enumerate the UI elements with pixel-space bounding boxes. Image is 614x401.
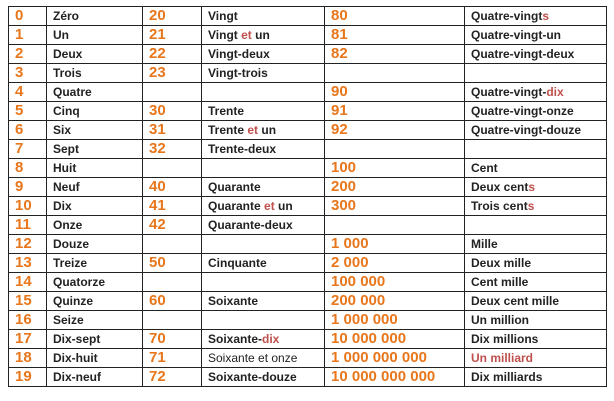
word-segment: et <box>264 199 275 213</box>
number-cell: 6 <box>9 121 47 140</box>
table-row <box>9 45 607 64</box>
word-segment: Vingt-deux <box>208 47 270 61</box>
word-cell <box>202 121 325 140</box>
table-row <box>9 292 607 311</box>
word-segment: Trente-deux <box>208 142 277 156</box>
word-segment: Trente <box>208 104 245 118</box>
word-segment: Quatre-vingt-un <box>471 28 561 42</box>
word-cell <box>202 159 325 178</box>
number-cell: 90 <box>325 83 465 102</box>
table-body <box>9 7 607 387</box>
word-cell <box>465 7 607 26</box>
word-segment: Quatre-vingt-douze <box>471 123 581 137</box>
table-row <box>9 83 607 102</box>
number-cell: 5 <box>9 102 47 121</box>
number-cell: 30 <box>143 102 202 121</box>
word-segment: Quarante <box>208 199 265 213</box>
word-cell <box>202 26 325 45</box>
number-cell: 91 <box>325 102 465 121</box>
word-cell <box>465 197 607 216</box>
word-cell: Onze <box>47 216 143 235</box>
number-cell: 60 <box>143 292 202 311</box>
word-segment: un <box>274 199 293 213</box>
word-cell: Dix-sept <box>47 330 143 349</box>
number-cell: 14 <box>9 273 47 292</box>
word-segment: Soixante- <box>208 332 263 346</box>
word-cell <box>465 64 607 83</box>
number-cell: 8 <box>9 159 47 178</box>
word-segment: Quatre-vingt <box>471 9 543 23</box>
word-cell <box>202 273 325 292</box>
word-cell: Zéro <box>47 7 143 26</box>
table-row <box>9 235 607 254</box>
table-row <box>9 159 607 178</box>
word-segment: Deux cent <box>471 180 529 194</box>
number-cell: 22 <box>143 45 202 64</box>
word-cell <box>202 140 325 159</box>
word-segment: Vingt-trois <box>208 66 268 80</box>
word-cell: Dix-huit <box>47 349 143 368</box>
number-cell: 19 <box>9 368 47 387</box>
number-cell: 300 <box>325 197 465 216</box>
word-segment: Trois cent <box>471 199 528 213</box>
table-row <box>9 121 607 140</box>
number-cell: 71 <box>143 349 202 368</box>
number-cell: 92 <box>325 121 465 140</box>
number-cell: 11 <box>9 216 47 235</box>
word-cell: Quinze <box>47 292 143 311</box>
number-cell <box>325 216 465 235</box>
word-cell <box>202 311 325 330</box>
word-segment: s <box>542 9 550 23</box>
word-cell: Sept <box>47 140 143 159</box>
table-row <box>9 64 607 83</box>
word-segment: Quarante <box>208 180 261 194</box>
word-cell <box>465 330 607 349</box>
number-cell: 10 000 000 <box>325 330 465 349</box>
word-cell <box>202 45 325 64</box>
word-segment: Soixante et onze <box>208 351 298 365</box>
number-cell: 2 <box>9 45 47 64</box>
number-cell: 1 000 <box>325 235 465 254</box>
number-cell: 1 000 000 000 <box>325 349 465 368</box>
word-cell <box>465 292 607 311</box>
table-row <box>9 7 607 26</box>
table-row <box>9 178 607 197</box>
word-segment: Cent <box>471 161 498 175</box>
number-cell: 41 <box>143 197 202 216</box>
word-segment: Dix milliards <box>471 370 543 384</box>
number-cell: 72 <box>143 368 202 387</box>
word-cell: Quatorze <box>47 273 143 292</box>
number-cell: 7 <box>9 140 47 159</box>
number-cell: 12 <box>9 235 47 254</box>
table-row <box>9 197 607 216</box>
word-cell <box>465 121 607 140</box>
number-cell: 100 000 <box>325 273 465 292</box>
word-cell: Dix <box>47 197 143 216</box>
word-segment: et <box>247 123 259 137</box>
number-cell: 1 000 000 <box>325 311 465 330</box>
word-cell: Six <box>47 121 143 140</box>
number-cell: 3 <box>9 64 47 83</box>
number-cell: 40 <box>143 178 202 197</box>
word-cell <box>465 311 607 330</box>
word-cell <box>202 330 325 349</box>
word-cell <box>202 235 325 254</box>
table-row <box>9 273 607 292</box>
word-cell: Huit <box>47 159 143 178</box>
word-segment: Vingt <box>208 9 238 23</box>
number-cell: 82 <box>325 45 465 64</box>
word-cell <box>202 368 325 387</box>
number-cell: 200 <box>325 178 465 197</box>
word-cell <box>465 45 607 64</box>
number-cell: 18 <box>9 349 47 368</box>
word-cell: Neuf <box>47 178 143 197</box>
table-row <box>9 140 607 159</box>
word-segment: Quatre-vingt- <box>471 85 547 99</box>
number-cell <box>143 311 202 330</box>
word-cell <box>202 292 325 311</box>
word-cell <box>465 349 607 368</box>
table-row <box>9 26 607 45</box>
number-cell: 0 <box>9 7 47 26</box>
number-cell <box>143 159 202 178</box>
word-segment: Soixante-douze <box>208 370 297 384</box>
word-cell <box>465 102 607 121</box>
number-cell: 23 <box>143 64 202 83</box>
table-row <box>9 254 607 273</box>
word-segment: Vingt <box>208 28 242 42</box>
word-cell: Trois <box>47 64 143 83</box>
word-segment: Deux mille <box>471 256 532 270</box>
table-row <box>9 216 607 235</box>
table-row <box>9 311 607 330</box>
number-cell <box>325 140 465 159</box>
word-segment: Quatre-vingt-onze <box>471 104 574 118</box>
word-cell <box>202 254 325 273</box>
word-segment: Cinquante <box>208 256 267 270</box>
word-segment: Deux cent mille <box>471 294 560 308</box>
number-cell: 31 <box>143 121 202 140</box>
word-cell <box>465 235 607 254</box>
word-segment: Un million <box>471 313 529 327</box>
word-cell <box>465 159 607 178</box>
number-cell <box>325 64 465 83</box>
word-segment: Trente <box>208 123 248 137</box>
word-segment: s <box>528 180 536 194</box>
number-cell: 80 <box>325 7 465 26</box>
word-cell: Seize <box>47 311 143 330</box>
table-row <box>9 102 607 121</box>
number-cell <box>143 273 202 292</box>
word-cell: Treize <box>47 254 143 273</box>
word-cell <box>465 26 607 45</box>
number-cell: 17 <box>9 330 47 349</box>
word-cell <box>465 273 607 292</box>
word-cell <box>202 216 325 235</box>
number-cell: 13 <box>9 254 47 273</box>
number-cell: 21 <box>143 26 202 45</box>
word-cell <box>202 349 325 368</box>
word-segment: Mille <box>471 237 498 251</box>
word-segment: et <box>241 28 252 42</box>
number-cell: 4 <box>9 83 47 102</box>
word-segment: dix <box>546 85 564 99</box>
word-cell <box>465 254 607 273</box>
word-segment: Cent mille <box>471 275 529 289</box>
french-numbers-table <box>8 6 607 387</box>
word-segment: un <box>251 28 270 42</box>
number-cell: 9 <box>9 178 47 197</box>
word-segment: Un milliard <box>471 351 534 365</box>
word-segment: dix <box>262 332 280 346</box>
number-cell: 81 <box>325 26 465 45</box>
word-cell: Douze <box>47 235 143 254</box>
number-cell: 42 <box>143 216 202 235</box>
table-row <box>9 368 607 387</box>
word-cell <box>202 83 325 102</box>
number-cell: 70 <box>143 330 202 349</box>
word-cell <box>202 7 325 26</box>
number-cell: 50 <box>143 254 202 273</box>
number-cell: 200 000 <box>325 292 465 311</box>
word-cell <box>465 83 607 102</box>
number-cell: 16 <box>9 311 47 330</box>
table-row <box>9 349 607 368</box>
word-cell <box>202 102 325 121</box>
word-cell <box>202 178 325 197</box>
table-row <box>9 330 607 349</box>
word-cell <box>465 368 607 387</box>
number-cell: 32 <box>143 140 202 159</box>
word-segment: s <box>527 199 535 213</box>
number-cell: 10 000 000 000 <box>325 368 465 387</box>
word-cell: Cinq <box>47 102 143 121</box>
word-cell <box>202 64 325 83</box>
word-segment: un <box>258 123 277 137</box>
word-cell <box>202 197 325 216</box>
word-segment: Quatre-vingt-deux <box>471 47 575 61</box>
word-cell: Un <box>47 26 143 45</box>
number-cell: 10 <box>9 197 47 216</box>
word-cell <box>465 140 607 159</box>
word-cell <box>465 216 607 235</box>
number-cell <box>143 83 202 102</box>
number-cell: 100 <box>325 159 465 178</box>
number-cell: 2 000 <box>325 254 465 273</box>
word-cell: Dix-neuf <box>47 368 143 387</box>
number-cell: 1 <box>9 26 47 45</box>
word-cell: Quatre <box>47 83 143 102</box>
word-segment: Soixante <box>208 294 259 308</box>
word-segment: Quarante-deux <box>208 218 293 232</box>
number-cell: 20 <box>143 7 202 26</box>
number-cell: 15 <box>9 292 47 311</box>
word-segment: Dix millions <box>471 332 539 346</box>
word-cell <box>465 178 607 197</box>
word-cell: Deux <box>47 45 143 64</box>
number-cell <box>143 235 202 254</box>
